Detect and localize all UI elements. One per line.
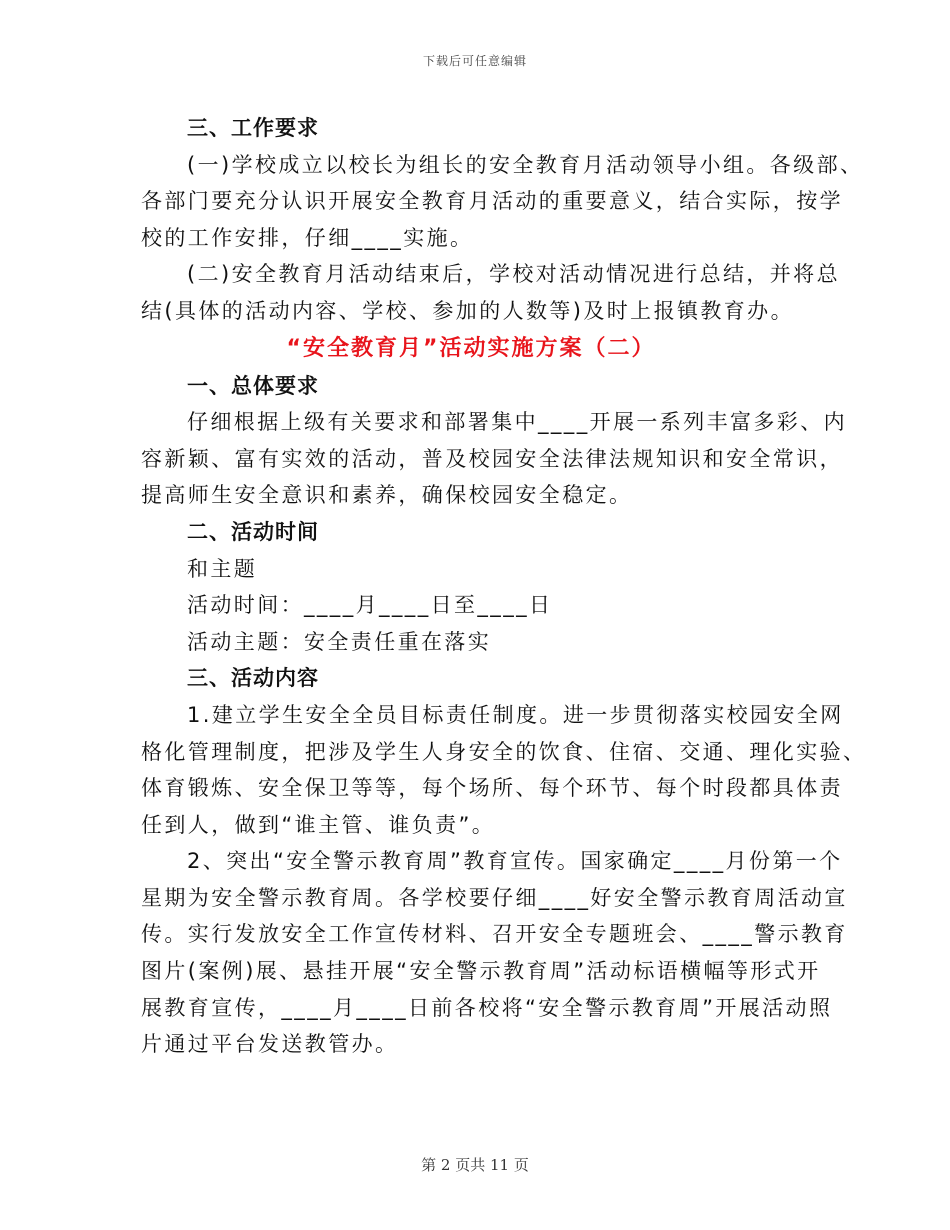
section-heading-overall: 一、总体要求	[187, 373, 319, 398]
paragraph-line: 校的工作安排，仔细____实施。	[141, 225, 474, 250]
paragraph-line: 展教育宣传，____月____日前各校将“安全警示教育周”开展活动照	[141, 995, 833, 1020]
activity-theme-line: 活动主题：安全责任重在落实	[187, 629, 492, 654]
paragraph-line: 星期为安全警示教育周。各学校要仔细____好安全警示教育周活动宣	[141, 885, 848, 910]
document-body	[141, 110, 867, 1063]
paragraph-line: 提高师生安全意识和素养，确保校园安全稳定。	[141, 483, 633, 508]
header-note: 下载后可任意编辑	[422, 54, 527, 68]
paragraph-line: (二)安全教育月活动结束后，学校对活动情况进行总结，并将总	[187, 262, 840, 287]
section-heading-content: 三、活动内容	[187, 666, 319, 691]
document-title: “安全教育月”活动实施方案（二）	[286, 335, 656, 361]
paragraph-line: 图片(案例)展、悬挂开展“安全警示教育周”活动标语横幅等形式开	[141, 959, 821, 984]
paragraph-line: 片通过平台发送教管办。	[141, 1032, 399, 1057]
paragraph-line: 传。实行发放安全工作宣传材料、召开安全专题班会、____警示教育	[141, 922, 848, 947]
paragraph-line: 仔细根据上级有关要求和部署集中____开展一系列丰富多彩、内	[187, 410, 847, 435]
paragraph-line: 结(具体的活动内容、学校、参加的人数等)及时上报镇教育办。	[141, 298, 794, 323]
paragraph-line: 容新颖、富有实效的活动，普及校园安全法律法规知识和安全常识，	[141, 446, 843, 471]
paragraph-line: 2、突出“安全警示教育周”教育宣传。国家确定____月份第一个	[187, 849, 843, 874]
paragraph-line: 格化管理制度，把涉及学生人身安全的饮食、住宿、交通、理化实验、	[141, 739, 867, 764]
activity-time-line: 活动时间：____月____日至____日	[187, 593, 553, 618]
paragraph-line: 体育锻炼、安全保卫等等，每个场所、每个环节、每个时段都具体责	[141, 776, 843, 801]
paragraph-line: 1.建立学生安全全员目标责任制度。进一步贯彻落实校园安全网	[187, 702, 844, 727]
page-number: 第 2 页共 11 页	[421, 1156, 529, 1174]
paragraph-line: (一)学校成立以校长为组长的安全教育月活动领导小组。各级部、	[187, 152, 864, 177]
paragraph-line: 各部门要充分认识开展安全教育月活动的重要意义，结合实际，按学	[141, 189, 843, 214]
paragraph-line: 和主题	[187, 556, 258, 581]
section-heading-time: 二、活动时间	[187, 519, 319, 544]
paragraph-line: 任到人，做到“谁主管、谁负责”。	[141, 812, 496, 837]
section-heading-requirements: 三、工作要求	[187, 116, 319, 140]
